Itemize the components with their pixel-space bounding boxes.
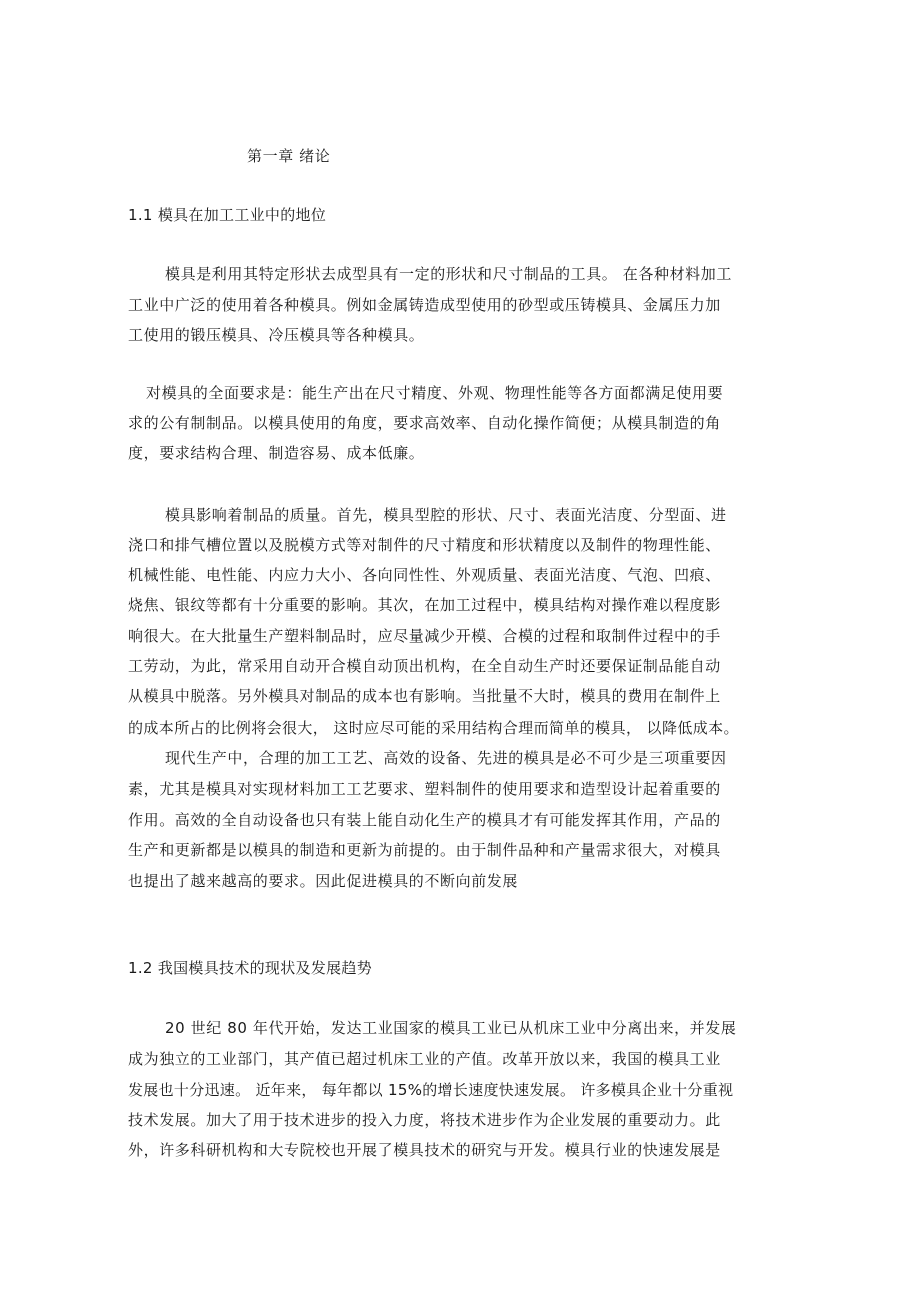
paragraph-line: 发展也十分迅速。 近年来， 每年都以 15%的增长速度快速发展。 许多模具企业十分重视 xyxy=(128,1081,734,1099)
paragraph-line: 素，尤其是模具对实现材料加工工艺要求、塑料制件的使用要求和造型设计起着重要的 xyxy=(128,780,721,798)
paragraph-line: 烧焦、银纹等都有十分重要的影响。其次，在加工过程中，模具结构对操作难以程度影 xyxy=(128,596,721,614)
paragraph-line: 作用。高效的全自动设备也只有装上能自动化生产的模具才有可能发挥其作用，产品的 xyxy=(128,811,721,829)
paragraph-line: 工使用的锻压模具、冷压模具等各种模具。 xyxy=(128,326,425,344)
paragraph-line: 成为独立的工业部门，其产值已超过机床工业的产值。改革开放以来，我国的模具工业 xyxy=(128,1050,721,1068)
paragraph-line: 模具影响着制品的质量。首先，模具型腔的形状、尺寸、表面光洁度、分型面、进 xyxy=(165,506,727,524)
paragraph-line: 从模具中脱落。另外模具对制品的成本也有影响。当批量不大时，模具的费用在制件上 xyxy=(128,687,721,705)
paragraph-line: 工业中广泛的使用着各种模具。例如金属铸造成型使用的砂型或压铸模具、金属压力加 xyxy=(128,296,721,314)
section-heading: 1.1 模具在加工工业中的地位 xyxy=(128,206,327,224)
paragraph-line: 对模具的全面要求是：能生产出在尺寸精度、外观、物理性能等各方面都满足使用要 xyxy=(146,384,724,402)
paragraph-line: 的成本所占的比例将会很大， 这时应尽可能的采用结构合理而简单的模具， 以降低成本。 xyxy=(128,719,739,737)
paragraph-line: 工劳动，为此，常采用自动开合模自动顶出机构，在全自动生产时还要保证制品能自动 xyxy=(128,657,721,675)
paragraph-line: 技术发展。加大了用于技术进步的投入力度，将技术进步作为企业发展的重要动力。此 xyxy=(128,1111,721,1129)
paragraph-line: 求的公有制制品。以模具使用的角度，要求高效率、自动化操作简便；从模具制造的角 xyxy=(128,414,721,432)
paragraph-line: 20 世纪 80 年代开始，发达工业国家的模具工业已从机床工业中分离出来，并发展 xyxy=(165,1019,737,1037)
paragraph-line: 响很大。在大批量生产塑料制品时，应尽量减少开模、合模的过程和取制件过程中的手 xyxy=(128,627,721,645)
section-heading: 1.2 我国模具技术的现状及发展趋势 xyxy=(128,959,373,977)
chapter-title: 第一章 绪论 xyxy=(247,147,331,165)
paragraph-line: 度，要求结构合理、制造容易、成本低廉。 xyxy=(128,444,425,462)
paragraph-line: 也提出了越来越高的要求。因此促进模具的不断向前发展 xyxy=(128,872,519,890)
paragraph-line: 现代生产中，合理的加工工艺、高效的设备、先进的模具是必不可少是三项重要因 xyxy=(165,749,727,767)
paragraph-line: 生产和更新都是以模具的制造和更新为前提的。由于制件品种和产量需求很大，对模具 xyxy=(128,841,721,859)
paragraph-line: 机械性能、电性能、内应力大小、各向同性性、外观质量、表面光洁度、气泡、凹痕、 xyxy=(128,566,721,584)
paragraph-line: 浇口和排气槽位置以及脱模方式等对制件的尺寸精度和形状精度以及制件的物理性能、 xyxy=(128,536,721,554)
paragraph-line: 模具是利用其特定形状去成型具有一定的形状和尺寸制品的工具。 在各种材料加工 xyxy=(165,265,732,283)
paragraph-line: 外，许多科研机构和大专院校也开展了模具技术的研究与开发。模具行业的快速发展是 xyxy=(128,1141,721,1159)
